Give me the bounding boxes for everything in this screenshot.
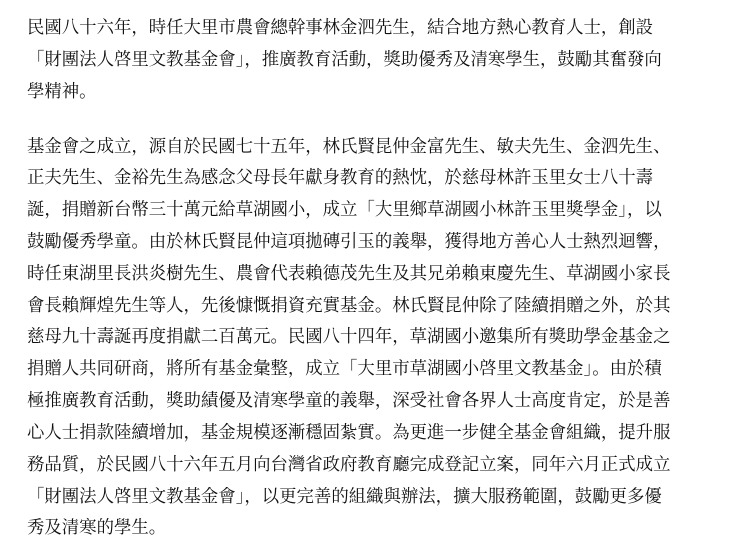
text-line: 鼓勵優秀學童。由於林氏賢昆仲這項拋磚引玉的義舉，獲得地方善心人士熱烈迴響， <box>27 232 671 252</box>
text-line: 時任東湖里長洪炎樹先生、農會代表賴德茂先生及其兄弟賴東慶先生、草湖國小家長 <box>27 264 671 284</box>
text-line: 務品質，於民國八十六年五月向台灣省政府教育廳完成登記立案，同年六月正式成立 <box>27 455 671 475</box>
text-line: 會長賴輝煌先生等人，先後慷慨捐資充實基金。林氏賢昆仲除了陸續捐贈之外，於其 <box>27 296 671 316</box>
text-line: 正夫先生、金裕先生為感念父母長年獻身教育的熱忱，於慈母林許玉里女士八十壽 <box>27 168 654 188</box>
text-line: 捐贈人共同研商，將所有基金彙整，成立「大里市草湖國小啓里文教基金」。由於積 <box>27 359 662 379</box>
text-line: 「財團法人啓里文教基金會」，推廣教育活動，獎助優秀及清寒學生，鼓勵其奮發向 <box>27 50 662 70</box>
text-line: 秀及清寒的學生。 <box>27 518 167 538</box>
text-line: 慈母九十壽誕再度捐獻二百萬元。民國八十四年，草湖國小邀集所有獎助學金基金之 <box>27 327 671 347</box>
text-line: 民國八十六年，時任大里市農會總幹事林金泗先生，結合地方熱心教育人士，創設 <box>27 18 654 38</box>
text-line: 學精神。 <box>27 82 97 102</box>
text-line: 極推廣教育活動，獎助績優及清寒學童的義舉，深受社會各界人士高度肯定，於是善 <box>27 391 671 411</box>
text-line: 誕，捐贈新台幣三十萬元給草湖國小，成立「大里鄉草湖國小林許玉里獎學金」，以 <box>27 200 662 220</box>
text-line: 基金會之成立，源自於民國七十五年，林氏賢昆仲金富先生、敏夫先生、金泗先生、 <box>27 137 671 157</box>
text-line: 「財團法人啓里文教基金會」，以更完善的組織與辦法，擴大服務範圍，鼓勵更多優 <box>27 487 662 507</box>
text-line: 心人士捐款陸續增加，基金規模逐漸穩固紮實。為更進一步健全基金會組織，提升服 <box>27 423 671 443</box>
